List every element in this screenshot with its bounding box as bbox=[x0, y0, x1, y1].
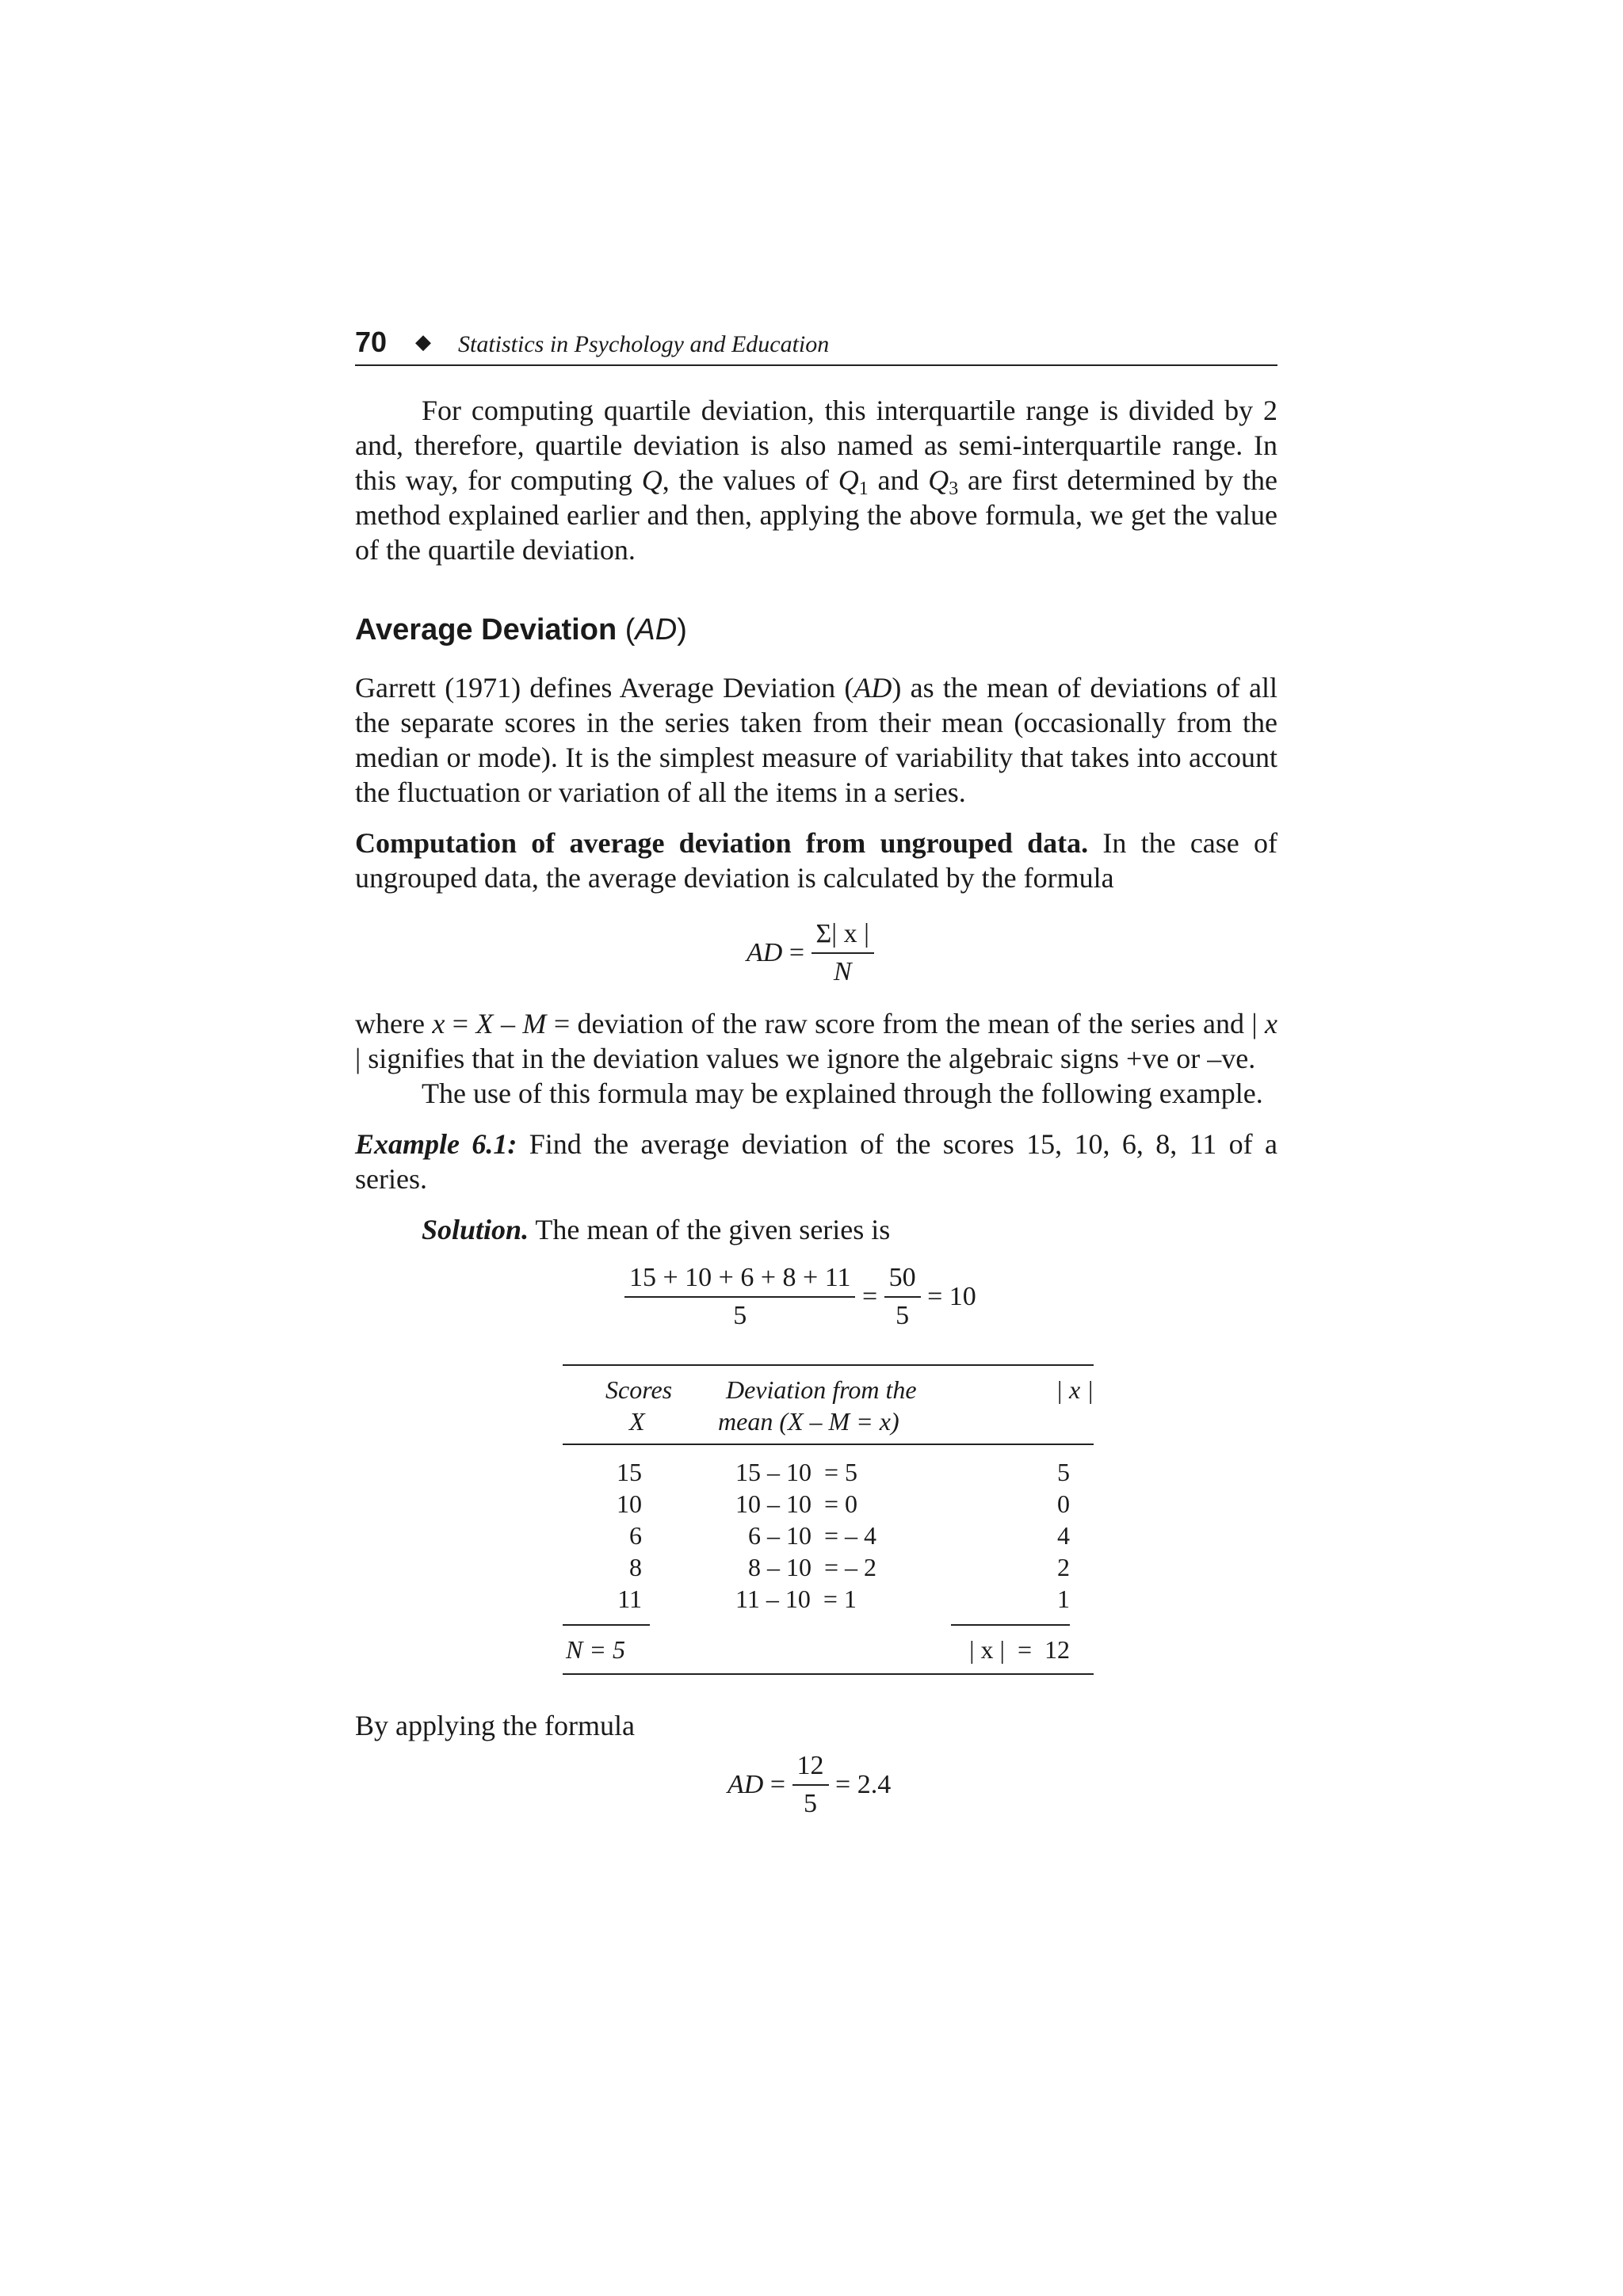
formula-mean: $\frac{15 + 10 + 6 + 8 + 11}{5}$ = $\frac{50}{5}$ = 10 bbox=[355, 1261, 1277, 1344]
header-x: X bbox=[629, 1407, 645, 1436]
total-abs-x: | x | = 12 bbox=[969, 1635, 1070, 1664]
header-abs-x: | x | bbox=[1056, 1375, 1094, 1404]
formula-ad-result: AD = $\frac{12}{5}$ = 2.4 bbox=[727, 1751, 892, 1818]
book-title: Statistics in Psychology and Education bbox=[458, 331, 830, 357]
header-scores: Scores bbox=[605, 1375, 673, 1404]
deviation-table: Scores X Deviation from the mean (X – M = x) | x | 15 15 – 10 = 5 5 10 10 – 10 = 0 0 6 6 – 10 = – 4 4 8 8 – 10 = – 2 2 11 11 – 10 = 1 1 N = 5 | x | = 12 bbox=[355, 1364, 1277, 1689]
solution-line: Solution. The mean of the given series is bbox=[422, 1214, 891, 1245]
section-heading: Average Deviation (AD) bbox=[355, 613, 687, 646]
example-statement: Example 6.1: Find the average deviation of the scores 15, 10, 6, 8, 11 of a series. bbox=[355, 1128, 1277, 1195]
diamond-icon: ◆ bbox=[415, 330, 431, 354]
header-deviation: Deviation from the bbox=[726, 1375, 917, 1404]
table-header-rule bbox=[563, 1444, 1094, 1445]
total-rule-right bbox=[951, 1624, 1070, 1626]
total-n: N = 5 bbox=[566, 1635, 625, 1664]
page-number: 70 bbox=[355, 326, 388, 358]
total-rule-left bbox=[563, 1624, 650, 1626]
formula-ad-general: AD = $\frac{\Sigma| x |}{N}$ bbox=[355, 917, 1277, 1003]
paragraph-where: where x = X – M = deviation of the raw score from the mean of the series and | x | signifies that in the deviation values we ignore the algebraic signs +ve or –ve. bbox=[355, 1008, 1277, 1074]
book-page bbox=[355, 326, 1277, 1832]
table-top-rule bbox=[563, 1364, 1094, 1366]
header-mean: mean (X – M = x) bbox=[718, 1407, 899, 1436]
paragraph-computation: Computation of average deviation from ungrouped data. In the case of ungrouped data, the average deviation is calculated by the formula bbox=[355, 827, 1277, 894]
paragraph-quartile: For computing quartile deviation, this interquartile range is divided by 2 and, therefore, quartile deviation is also named as semi-interquartile range. In this way, for computing Q, the values of $Q_1$ and $Q_3$ are first determined by the method explained earlier and then, applying the above formula, we get the value of the quartile deviation. bbox=[355, 395, 1277, 566]
table-bottom-rule bbox=[563, 1673, 1094, 1675]
running-header bbox=[355, 326, 1277, 366]
paragraph-use: The use of this formula may be explained through the following example. bbox=[422, 1077, 1263, 1109]
paragraph-applying: By applying the formula bbox=[355, 1710, 635, 1741]
paragraph-definition: Garrett (1971) defines Average Deviation (AD) as the mean of deviations of all the separate scores in the series taken from their mean (occasionally from the median or mode). It is the simplest measure of variability that takes into account the fluctuation or variation of all the items in a series. bbox=[355, 672, 1277, 808]
